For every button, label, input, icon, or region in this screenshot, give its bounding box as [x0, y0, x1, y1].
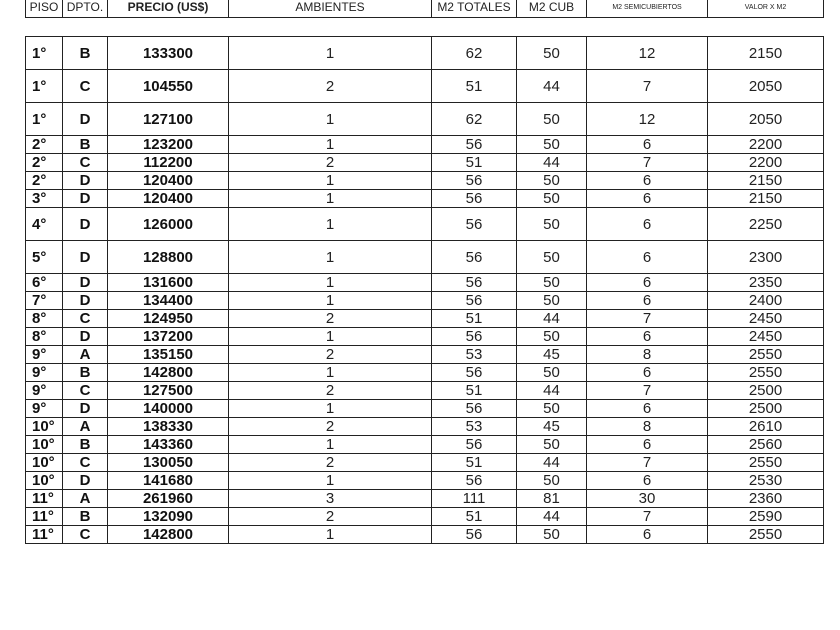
table-row	[26, 328, 824, 346]
m2-totales-cell: 56	[432, 274, 517, 292]
dpto-cell: B	[63, 136, 108, 154]
m2-semicubiertos-cell: 6	[587, 292, 708, 310]
piso-cell: 2°	[26, 172, 63, 190]
m2-totales-cell: 51	[432, 70, 517, 103]
table-row	[26, 310, 824, 328]
ambientes-cell: 1	[229, 172, 432, 190]
m2-cub-cell: 50	[517, 328, 587, 346]
precio-cell: 140000	[108, 400, 229, 418]
table-row	[26, 400, 824, 418]
m2-totales-cell: 51	[432, 454, 517, 472]
precio-cell: 120400	[108, 172, 229, 190]
table-row	[26, 382, 824, 400]
dpto-cell: D	[63, 292, 108, 310]
dpto-cell: B	[63, 436, 108, 454]
header-precio: PRECIO (US$)	[108, 0, 229, 18]
piso-cell: 9°	[26, 364, 63, 382]
valor-x-m2-cell: 2610	[708, 418, 824, 436]
valor-x-m2-cell: 2590	[708, 508, 824, 526]
m2-totales-cell: 51	[432, 310, 517, 328]
precio-cell: 138330	[108, 418, 229, 436]
table-row	[26, 490, 824, 508]
m2-cub-cell: 45	[517, 346, 587, 364]
dpto-cell: C	[63, 70, 108, 103]
ambientes-cell: 2	[229, 346, 432, 364]
m2-cub-cell: 50	[517, 103, 587, 136]
m2-totales-cell: 62	[432, 103, 517, 136]
dpto-cell: A	[63, 490, 108, 508]
precio-cell: 124950	[108, 310, 229, 328]
ambientes-cell: 1	[229, 103, 432, 136]
table-row	[26, 436, 824, 454]
m2-cub-cell: 44	[517, 382, 587, 400]
precio-cell: 131600	[108, 274, 229, 292]
m2-totales-cell: 56	[432, 364, 517, 382]
m2-cub-cell: 50	[517, 190, 587, 208]
precio-cell: 137200	[108, 328, 229, 346]
table-row	[26, 37, 824, 70]
header-piso: PISO	[26, 0, 63, 18]
precio-cell: 120400	[108, 190, 229, 208]
m2-totales-cell: 56	[432, 136, 517, 154]
m2-cub-cell: 81	[517, 490, 587, 508]
m2-cub-cell: 50	[517, 37, 587, 70]
precio-cell: 104550	[108, 70, 229, 103]
dpto-cell: B	[63, 508, 108, 526]
valor-x-m2-cell: 2400	[708, 292, 824, 310]
piso-cell: 1°	[26, 103, 63, 136]
valor-x-m2-cell: 2150	[708, 37, 824, 70]
m2-cub-cell: 50	[517, 526, 587, 544]
dpto-cell: A	[63, 346, 108, 364]
dpto-cell: D	[63, 103, 108, 136]
ambientes-cell: 2	[229, 508, 432, 526]
dpto-cell: D	[63, 400, 108, 418]
table-row	[26, 154, 824, 172]
m2-cub-cell: 44	[517, 508, 587, 526]
ambientes-cell: 1	[229, 526, 432, 544]
header-m2-semicubiertos: M2 SEMICUBIERTOS	[587, 0, 708, 18]
precio-cell: 134400	[108, 292, 229, 310]
dpto-cell: D	[63, 190, 108, 208]
m2-totales-cell: 56	[432, 526, 517, 544]
ambientes-cell: 2	[229, 418, 432, 436]
m2-semicubiertos-cell: 7	[587, 310, 708, 328]
dpto-cell: D	[63, 274, 108, 292]
precio-cell: 261960	[108, 490, 229, 508]
valor-x-m2-cell: 2050	[708, 103, 824, 136]
header-dpto: DPTO.	[63, 0, 108, 18]
m2-semicubiertos-cell: 8	[587, 418, 708, 436]
m2-semicubiertos-cell: 6	[587, 400, 708, 418]
m2-totales-cell: 56	[432, 400, 517, 418]
piso-cell: 8°	[26, 328, 63, 346]
piso-cell: 10°	[26, 454, 63, 472]
m2-totales-cell: 111	[432, 490, 517, 508]
precio-cell: 123200	[108, 136, 229, 154]
m2-totales-cell: 56	[432, 292, 517, 310]
piso-cell: 11°	[26, 526, 63, 544]
m2-totales-cell: 56	[432, 208, 517, 241]
table-row	[26, 472, 824, 490]
piso-cell: 5°	[26, 241, 63, 274]
m2-totales-cell: 51	[432, 508, 517, 526]
m2-cub-cell: 44	[517, 154, 587, 172]
valor-x-m2-cell: 2530	[708, 472, 824, 490]
valor-x-m2-cell: 2250	[708, 208, 824, 241]
precio-cell: 142800	[108, 526, 229, 544]
piso-cell: 11°	[26, 490, 63, 508]
m2-cub-cell: 50	[517, 136, 587, 154]
ambientes-cell: 1	[229, 364, 432, 382]
valor-x-m2-cell: 2200	[708, 154, 824, 172]
piso-cell: 11°	[26, 508, 63, 526]
m2-totales-cell: 53	[432, 346, 517, 364]
valor-x-m2-cell: 2550	[708, 454, 824, 472]
m2-semicubiertos-cell: 6	[587, 190, 708, 208]
ambientes-cell: 1	[229, 241, 432, 274]
m2-semicubiertos-cell: 8	[587, 346, 708, 364]
table-row	[26, 364, 824, 382]
piso-cell: 2°	[26, 154, 63, 172]
piso-cell: 9°	[26, 346, 63, 364]
m2-semicubiertos-cell: 6	[587, 274, 708, 292]
dpto-cell: B	[63, 37, 108, 70]
m2-semicubiertos-cell: 30	[587, 490, 708, 508]
ambientes-cell: 2	[229, 70, 432, 103]
precio-cell: 127100	[108, 103, 229, 136]
ambientes-cell: 3	[229, 490, 432, 508]
m2-semicubiertos-cell: 6	[587, 526, 708, 544]
precio-cell: 132090	[108, 508, 229, 526]
m2-semicubiertos-cell: 6	[587, 364, 708, 382]
table-row	[26, 103, 824, 136]
table-row	[26, 241, 824, 274]
m2-totales-cell: 56	[432, 241, 517, 274]
table-row	[26, 70, 824, 103]
table-row	[26, 508, 824, 526]
ambientes-cell: 1	[229, 274, 432, 292]
valor-x-m2-cell: 2150	[708, 172, 824, 190]
dpto-cell: C	[63, 310, 108, 328]
m2-cub-cell: 44	[517, 310, 587, 328]
m2-cub-cell: 50	[517, 472, 587, 490]
m2-cub-cell: 44	[517, 454, 587, 472]
m2-semicubiertos-cell: 7	[587, 454, 708, 472]
ambientes-cell: 1	[229, 37, 432, 70]
m2-semicubiertos-cell: 12	[587, 103, 708, 136]
valor-x-m2-cell: 2360	[708, 490, 824, 508]
ambientes-cell: 1	[229, 292, 432, 310]
precio-cell: 141680	[108, 472, 229, 490]
table-row	[26, 172, 824, 190]
piso-cell: 10°	[26, 472, 63, 490]
m2-semicubiertos-cell: 12	[587, 37, 708, 70]
piso-cell: 9°	[26, 400, 63, 418]
dpto-cell: C	[63, 382, 108, 400]
ambientes-cell: 1	[229, 190, 432, 208]
valor-x-m2-cell: 2550	[708, 526, 824, 544]
m2-cub-cell: 50	[517, 292, 587, 310]
ambientes-cell: 1	[229, 400, 432, 418]
m2-cub-cell: 50	[517, 274, 587, 292]
piso-cell: 1°	[26, 37, 63, 70]
ambientes-cell: 1	[229, 472, 432, 490]
m2-semicubiertos-cell: 7	[587, 508, 708, 526]
table-row	[26, 418, 824, 436]
m2-semicubiertos-cell: 6	[587, 328, 708, 346]
table-row	[26, 208, 824, 241]
m2-semicubiertos-cell: 6	[587, 241, 708, 274]
ambientes-cell: 2	[229, 382, 432, 400]
precio-cell: 112200	[108, 154, 229, 172]
valor-x-m2-cell: 2300	[708, 241, 824, 274]
m2-totales-cell: 53	[432, 418, 517, 436]
valor-x-m2-cell: 2150	[708, 190, 824, 208]
header-m2-cub: M2 CUB	[517, 0, 587, 18]
piso-cell: 1°	[26, 70, 63, 103]
m2-cub-cell: 45	[517, 418, 587, 436]
m2-semicubiertos-cell: 7	[587, 154, 708, 172]
header-valor-x-m2: VALOR X M2	[708, 0, 824, 18]
ambientes-cell: 2	[229, 310, 432, 328]
header-table	[25, 0, 824, 18]
dpto-cell: C	[63, 526, 108, 544]
valor-x-m2-cell: 2200	[708, 136, 824, 154]
table-row	[26, 526, 824, 544]
table-row	[26, 190, 824, 208]
m2-totales-cell: 56	[432, 436, 517, 454]
m2-cub-cell: 50	[517, 208, 587, 241]
dpto-cell: D	[63, 241, 108, 274]
precio-cell: 128800	[108, 241, 229, 274]
precio-cell: 142800	[108, 364, 229, 382]
m2-semicubiertos-cell: 6	[587, 172, 708, 190]
valor-x-m2-cell: 2550	[708, 364, 824, 382]
valor-x-m2-cell: 2050	[708, 70, 824, 103]
m2-cub-cell: 50	[517, 172, 587, 190]
m2-totales-cell: 62	[432, 37, 517, 70]
m2-semicubiertos-cell: 7	[587, 382, 708, 400]
ambientes-cell: 1	[229, 328, 432, 346]
piso-cell: 8°	[26, 310, 63, 328]
m2-cub-cell: 50	[517, 241, 587, 274]
ambientes-cell: 1	[229, 208, 432, 241]
piso-cell: 10°	[26, 418, 63, 436]
table-row	[26, 346, 824, 364]
piso-cell: 6°	[26, 274, 63, 292]
apartment-price-table	[25, 36, 824, 544]
dpto-cell: D	[63, 208, 108, 241]
m2-cub-cell: 50	[517, 400, 587, 418]
piso-cell: 9°	[26, 382, 63, 400]
precio-cell: 143360	[108, 436, 229, 454]
header-row	[26, 0, 824, 18]
precio-cell: 133300	[108, 37, 229, 70]
m2-cub-cell: 50	[517, 364, 587, 382]
valor-x-m2-cell: 2500	[708, 400, 824, 418]
dpto-cell: A	[63, 418, 108, 436]
table-row	[26, 292, 824, 310]
valor-x-m2-cell: 2560	[708, 436, 824, 454]
ambientes-cell: 2	[229, 454, 432, 472]
precio-cell: 135150	[108, 346, 229, 364]
m2-semicubiertos-cell: 6	[587, 136, 708, 154]
m2-totales-cell: 56	[432, 172, 517, 190]
header-m2-totales: M2 TOTALES	[432, 0, 517, 18]
piso-cell: 4°	[26, 208, 63, 241]
m2-totales-cell: 56	[432, 190, 517, 208]
table-row	[26, 274, 824, 292]
ambientes-cell: 1	[229, 136, 432, 154]
ambientes-cell: 2	[229, 154, 432, 172]
m2-semicubiertos-cell: 6	[587, 208, 708, 241]
dpto-cell: D	[63, 172, 108, 190]
m2-cub-cell: 44	[517, 70, 587, 103]
table-body	[26, 37, 824, 544]
m2-totales-cell: 51	[432, 154, 517, 172]
precio-cell: 130050	[108, 454, 229, 472]
ambientes-cell: 1	[229, 436, 432, 454]
m2-semicubiertos-cell: 6	[587, 472, 708, 490]
dpto-cell: B	[63, 364, 108, 382]
m2-totales-cell: 56	[432, 472, 517, 490]
m2-totales-cell: 51	[432, 382, 517, 400]
table-row	[26, 454, 824, 472]
header-ambientes: AMBIENTES	[229, 0, 432, 18]
m2-totales-cell: 56	[432, 328, 517, 346]
piso-cell: 3°	[26, 190, 63, 208]
dpto-cell: C	[63, 454, 108, 472]
m2-semicubiertos-cell: 7	[587, 70, 708, 103]
valor-x-m2-cell: 2450	[708, 328, 824, 346]
table-row	[26, 136, 824, 154]
precio-cell: 126000	[108, 208, 229, 241]
valor-x-m2-cell: 2450	[708, 310, 824, 328]
valor-x-m2-cell: 2350	[708, 274, 824, 292]
m2-cub-cell: 50	[517, 436, 587, 454]
dpto-cell: D	[63, 472, 108, 490]
valor-x-m2-cell: 2550	[708, 346, 824, 364]
m2-semicubiertos-cell: 6	[587, 436, 708, 454]
valor-x-m2-cell: 2500	[708, 382, 824, 400]
precio-cell: 127500	[108, 382, 229, 400]
piso-cell: 2°	[26, 136, 63, 154]
dpto-cell: D	[63, 328, 108, 346]
piso-cell: 10°	[26, 436, 63, 454]
dpto-cell: C	[63, 154, 108, 172]
piso-cell: 7°	[26, 292, 63, 310]
